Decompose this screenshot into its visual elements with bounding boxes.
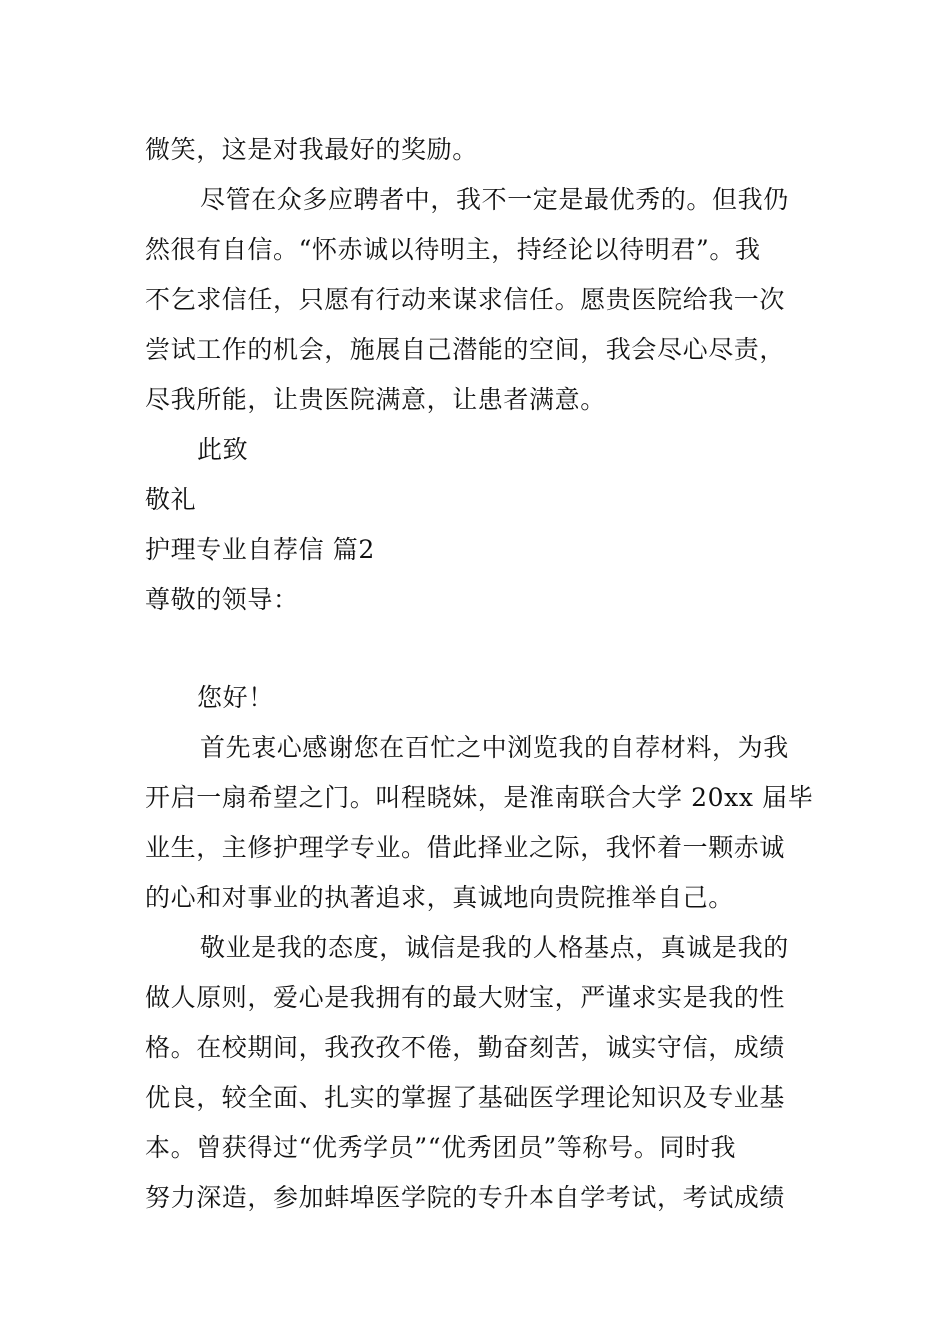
text-line: 格。在校期间，我孜孜不倦，勤奋刻苦，诚实守信，成绩 <box>145 1033 786 1062</box>
text-line: 优良，较全面、扎实的掌握了基础医学理论知识及专业基 <box>145 1083 786 1112</box>
section-heading: 护理专业自荐信 篇2 <box>145 535 375 564</box>
text-line: 业生，主修护理学专业。借此择业之际，我怀着一颗赤诚 <box>145 833 786 862</box>
text-line: 尽我所能，让贵医院满意，让患者满意。 <box>145 385 606 414</box>
text-line: 做人原则，爱心是我拥有的最大财宝，严谨求实是我的性 <box>145 983 786 1012</box>
text-line: 然很有自信。“怀赤诚以待明主，持经论以待明君”。我 <box>145 235 761 264</box>
text-line: 的心和对事业的执著追求，真诚地向贵院推举自己。 <box>145 883 734 912</box>
paragraph-start-line: 尽管在众多应聘者中，我不一定是最优秀的。但我仍 <box>200 185 789 214</box>
text-line: 努力深造，参加蚌埠医学院的专升本自学考试，考试成绩 <box>145 1183 786 1212</box>
greeting-recipient: 尊敬的领导： <box>145 585 299 614</box>
text-line: 开启一扇希望之门。叫程晓妹，是淮南联合大学 20xx 届毕 <box>145 783 814 812</box>
closing-line: 此致 <box>197 435 249 464</box>
greeting-line: 您好！ <box>197 683 274 712</box>
text-line: 尝试工作的机会，施展自己潜能的空间，我会尽心尽责， <box>145 335 786 364</box>
text-line: 本。曾获得过“优秀学员”“优秀团员”等称号。同时我 <box>145 1133 737 1162</box>
text-line: 不乞求信任，只愿有行动来谋求信任。愿贵医院给我一次 <box>145 285 786 314</box>
salutation-closing: 敬礼 <box>145 485 197 514</box>
paragraph-start-line: 敬业是我的态度，诚信是我的人格基点，真诚是我的 <box>200 933 789 962</box>
paragraph-start-line: 首先衷心感谢您在百忙之中浏览我的自荐材料，为我 <box>200 733 789 762</box>
text-line: 微笑，这是对我最好的奖励。 <box>145 135 478 164</box>
